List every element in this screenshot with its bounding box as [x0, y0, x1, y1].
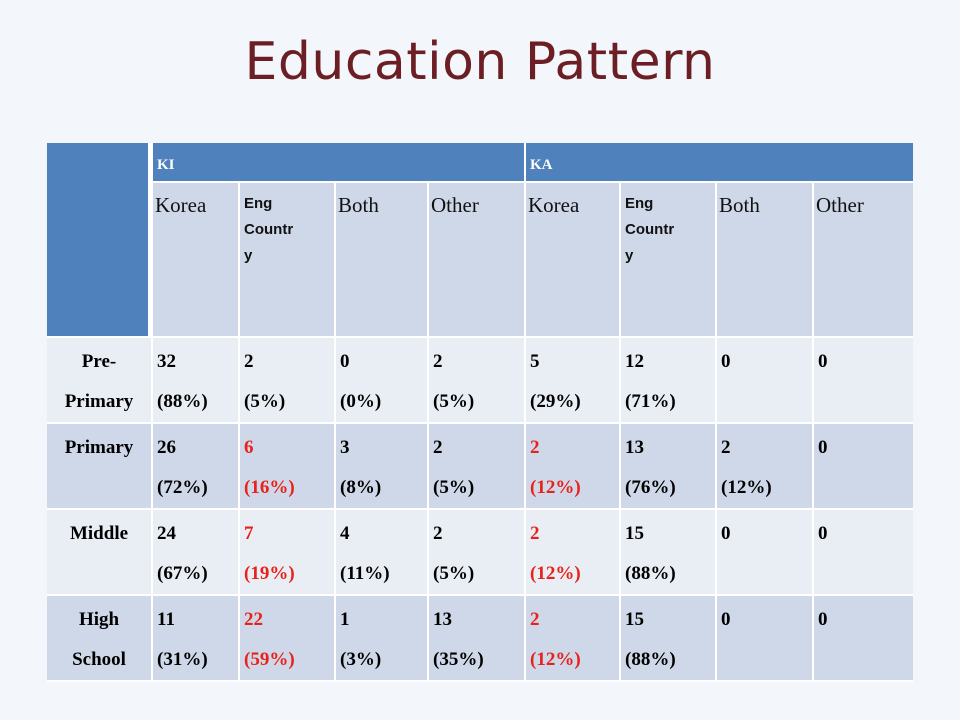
table-cell [429, 596, 526, 682]
subheader-eng-country [621, 183, 717, 338]
cell-percent: (19%) [244, 563, 295, 584]
table-cell [429, 510, 526, 596]
cell-count: 2 [530, 437, 540, 458]
cell-count: 22 [244, 609, 263, 630]
cell-count: 5 [530, 351, 540, 372]
cell-count: 12 [625, 351, 645, 372]
row-label-line: School [72, 649, 126, 670]
cell-percent: (31%) [157, 649, 208, 670]
cell-percent: (5%) [433, 391, 475, 412]
row-label-line: Primary [64, 391, 134, 412]
cell-count: 2 [244, 351, 254, 372]
table-cell [153, 596, 240, 682]
table-cell [717, 510, 814, 596]
table-row [47, 338, 913, 424]
table-cell [814, 510, 913, 596]
group-header-ki: KI [153, 143, 526, 183]
cell-percent: (8%) [340, 477, 382, 498]
cell-count: 0 [818, 523, 828, 544]
cell-count: 2 [530, 609, 540, 630]
row-label [47, 596, 153, 682]
row-label-line: High [78, 609, 120, 630]
cell-percent: (67%) [157, 563, 208, 584]
cell-percent: (88%) [625, 563, 676, 584]
row-label [47, 338, 153, 424]
subheader-line: Eng [625, 195, 654, 212]
row-label-line: Primary [64, 437, 134, 458]
cell-count: 2 [721, 437, 731, 458]
cell-count: 11 [157, 609, 175, 630]
cell-percent: (5%) [433, 477, 475, 498]
cell-percent: (11%) [340, 563, 390, 584]
row-label-line: Pre- [81, 351, 117, 372]
subheader-both: Both [717, 183, 814, 338]
table-cell [336, 596, 429, 682]
table-cell [621, 424, 717, 510]
cell-count: 0 [818, 351, 828, 372]
table-row [47, 424, 913, 510]
cell-count: 7 [244, 523, 254, 544]
slide-title: Education Pattern [244, 32, 716, 92]
cell-count: 32 [157, 351, 176, 372]
cell-percent: (12%) [530, 477, 581, 498]
cell-count: 0 [818, 437, 828, 458]
table-cell [526, 338, 621, 424]
table-cell [429, 424, 526, 510]
table-cell [814, 338, 913, 424]
cell-count: 2 [433, 351, 443, 372]
table-cell [153, 510, 240, 596]
cell-percent: (0%) [340, 391, 382, 412]
cell-percent: (76%) [625, 477, 676, 498]
cell-count: 0 [721, 609, 731, 630]
table-cell [240, 338, 336, 424]
cell-count: 2 [433, 523, 443, 544]
table-cell [814, 596, 913, 682]
cell-count: 2 [433, 437, 443, 458]
table-cell [240, 424, 336, 510]
cell-count: 3 [340, 437, 350, 458]
table-cell [429, 338, 526, 424]
table-row [47, 596, 913, 682]
cell-percent: (12%) [530, 649, 581, 670]
row-label [47, 424, 153, 510]
cell-count: 4 [340, 523, 350, 544]
cell-percent: (3%) [340, 649, 382, 670]
group-header-row [47, 143, 913, 183]
cell-count: 15 [625, 523, 645, 544]
cell-percent: (5%) [244, 391, 286, 412]
subheader-line: Countr [244, 221, 294, 238]
subheader-korea: Korea [153, 183, 240, 338]
subheader-line: Countr [625, 221, 675, 238]
table-cell [153, 338, 240, 424]
table-cell [240, 510, 336, 596]
sub-header-row [47, 183, 913, 338]
cell-percent: (72%) [157, 477, 208, 498]
table-body [47, 338, 913, 682]
cell-count: 0 [818, 609, 828, 630]
cell-percent: (5%) [433, 563, 475, 584]
cell-percent: (88%) [625, 649, 676, 670]
table-cell [336, 510, 429, 596]
cell-count: 0 [340, 351, 350, 372]
subheader-both: Both [336, 183, 429, 338]
cell-percent: (12%) [721, 477, 772, 498]
subheader-line: y [244, 247, 253, 264]
table-cell [526, 596, 621, 682]
cell-percent: (71%) [625, 391, 676, 412]
row-label-line: Middle [69, 523, 129, 544]
table-cell [717, 596, 814, 682]
cell-count: 0 [721, 351, 731, 372]
table-cell [240, 596, 336, 682]
cell-count: 6 [244, 437, 254, 458]
cell-count: 24 [157, 523, 176, 544]
subheader-korea: Korea [526, 183, 621, 338]
cell-count: 13 [625, 437, 645, 458]
cell-percent: (16%) [244, 477, 295, 498]
subheader-other: Other [429, 183, 526, 338]
cell-percent: (59%) [244, 649, 295, 670]
cell-percent: (88%) [157, 391, 208, 412]
group-header-ka: KA [526, 143, 913, 183]
table-cell [621, 510, 717, 596]
education-table [47, 143, 913, 682]
cell-percent: (29%) [530, 391, 581, 412]
cell-count: 1 [340, 609, 350, 630]
table-cell [336, 424, 429, 510]
table-row [47, 510, 913, 596]
cell-count: 13 [433, 609, 452, 630]
subheader-other: Other [814, 183, 913, 338]
cell-count: 15 [625, 609, 645, 630]
table-cell [621, 596, 717, 682]
cell-percent: (12%) [530, 563, 581, 584]
row-label [47, 510, 153, 596]
cell-count: 2 [530, 523, 540, 544]
subheader-line: y [625, 247, 634, 264]
table-cell [621, 338, 717, 424]
table-cell [717, 424, 814, 510]
table-cell [526, 424, 621, 510]
table-cell [526, 510, 621, 596]
table-cell [717, 338, 814, 424]
cell-count: 0 [721, 523, 731, 544]
subheader-eng-country [240, 183, 336, 338]
cell-count: 26 [157, 437, 176, 458]
table-cell [336, 338, 429, 424]
table-cell [814, 424, 913, 510]
table-cell [153, 424, 240, 510]
corner-cell [47, 143, 153, 338]
cell-percent: (35%) [433, 649, 484, 670]
subheader-line: Eng [244, 195, 273, 212]
